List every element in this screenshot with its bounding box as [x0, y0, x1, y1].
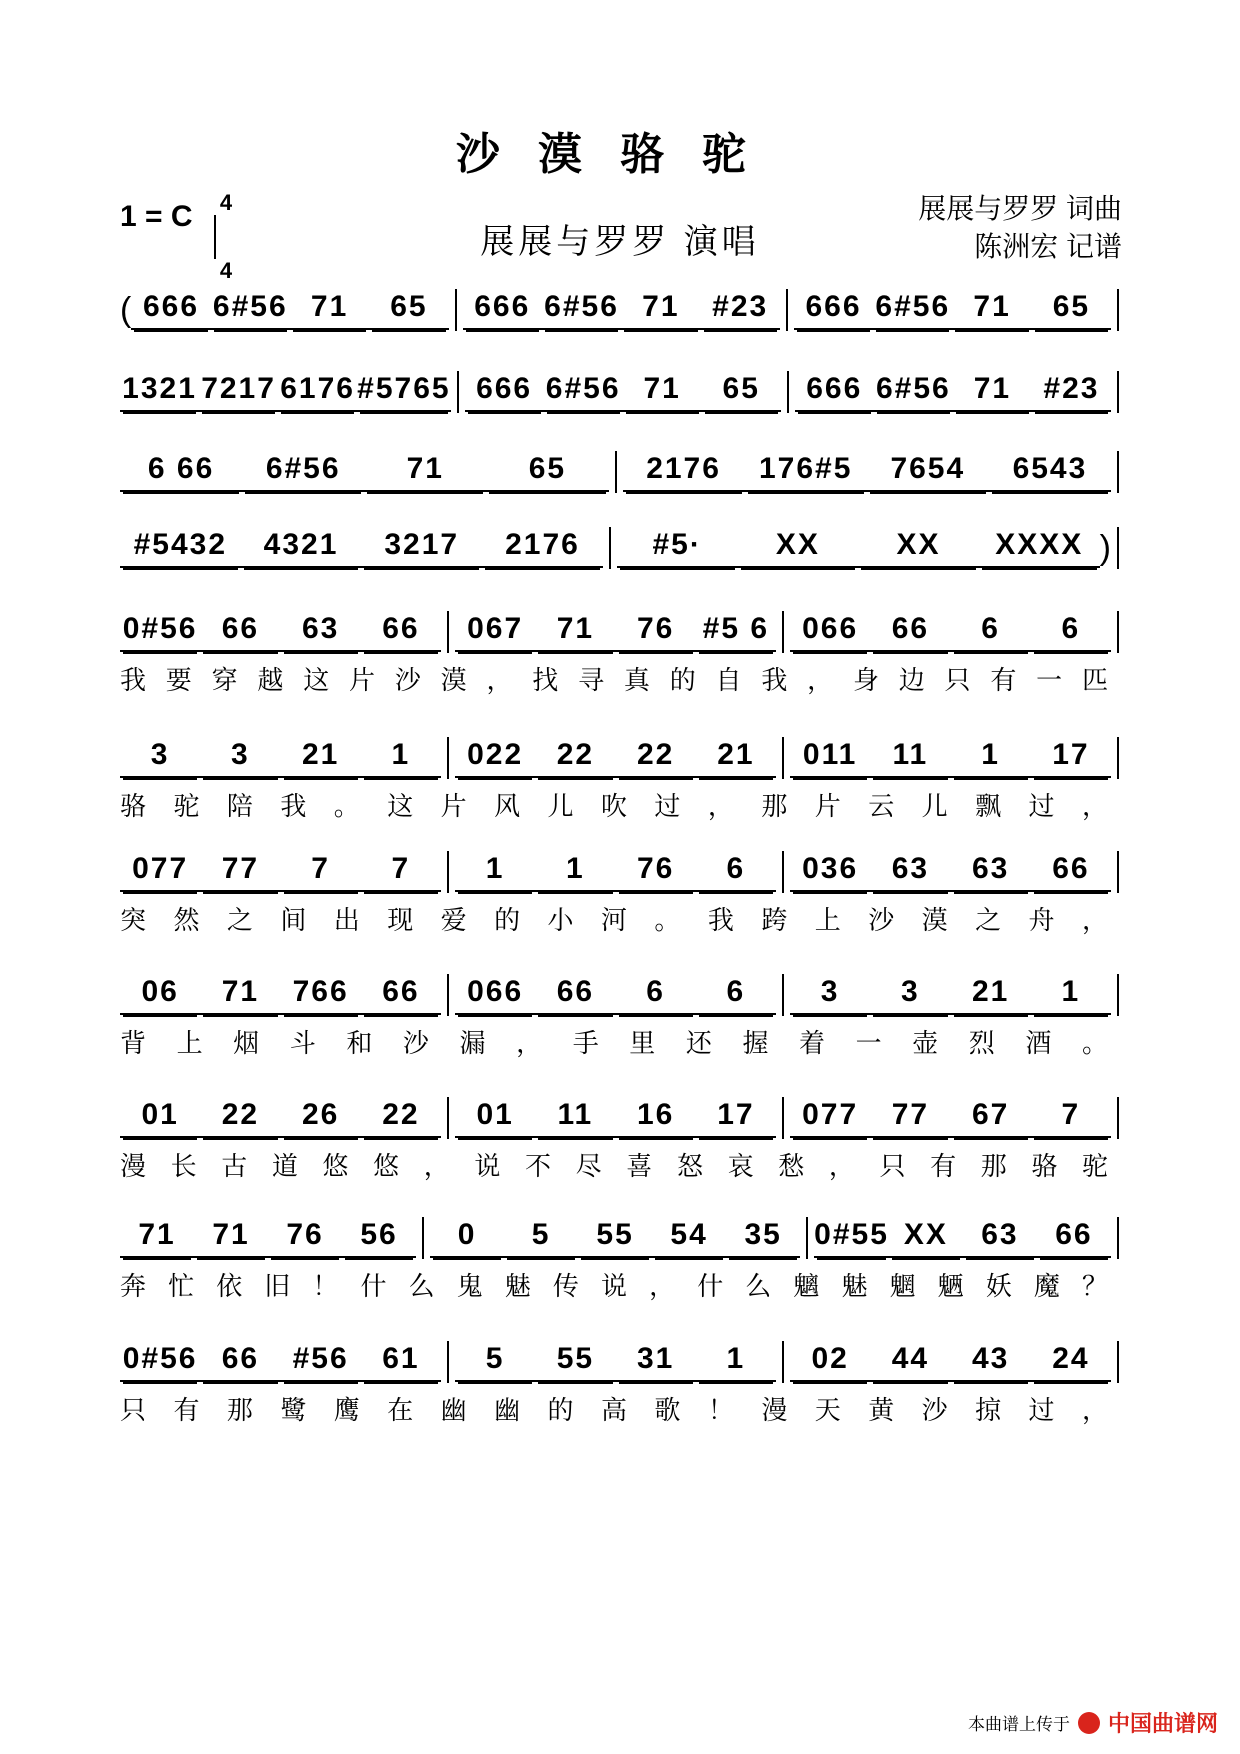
- note-group: 067: [455, 612, 535, 652]
- lyrics-row: 漫长古道悠悠，说不尽喜怒哀愁，只有那骆驼: [120, 1152, 1125, 1182]
- note-group: 66: [870, 612, 950, 652]
- note-group: 71: [952, 290, 1031, 330]
- note-group: 71: [290, 290, 369, 330]
- score-system: [120, 452, 1125, 492]
- note-group: 77: [870, 1098, 950, 1138]
- note-group: 6#56: [542, 290, 621, 330]
- note-group: 3: [870, 975, 950, 1015]
- score-system: [120, 738, 1125, 824]
- note-group: 54: [652, 1218, 726, 1258]
- bar-line: [609, 527, 611, 569]
- site-logo-icon[interactable]: [1078, 1712, 1100, 1734]
- note-group: 1: [455, 852, 535, 892]
- note-group: 6 66: [120, 452, 242, 492]
- bar-line: [1117, 1097, 1119, 1139]
- note-group: 766: [281, 975, 361, 1015]
- note-group: 6#56: [874, 372, 953, 412]
- note-group: 6#56: [242, 452, 364, 492]
- note-group: 66: [361, 612, 441, 652]
- note-group: 43: [951, 1342, 1031, 1382]
- note-group: 6: [696, 852, 776, 892]
- credits: [918, 190, 1122, 266]
- note-group: 6: [616, 975, 696, 1015]
- note-group: 65: [1032, 290, 1111, 330]
- note-group: 11: [870, 738, 950, 778]
- note-group: 666: [795, 372, 874, 412]
- note-group: 666: [465, 372, 544, 412]
- notes-row: [120, 612, 1125, 652]
- lyrics-row: 骆驼陪我。这片风儿吹过，那片云儿飘过，: [120, 792, 1125, 822]
- upload-text: 本曲谱上传于: [967, 1715, 1070, 1734]
- performer: 展展与罗罗 演唱: [480, 223, 760, 261]
- note-group: 71: [621, 290, 700, 330]
- note-group: 63: [951, 852, 1031, 892]
- note-group: 16: [616, 1098, 696, 1138]
- bar-line: [615, 451, 617, 493]
- score-system: [120, 528, 1125, 568]
- credit-transcriber: 陈洲宏 记谱: [974, 231, 1122, 262]
- notes-row: [120, 1218, 1125, 1258]
- note-group: 67: [951, 1098, 1031, 1138]
- note-group: 61: [361, 1342, 441, 1382]
- note-group: 2176: [482, 528, 603, 568]
- note-group: 7217: [199, 372, 278, 412]
- notes-row: [120, 738, 1125, 778]
- note-group: 17: [1031, 738, 1111, 778]
- note-group: 11: [535, 1098, 615, 1138]
- note-group: 666: [131, 290, 210, 330]
- note-group: 1321: [120, 372, 199, 412]
- note-group: 71: [623, 372, 702, 412]
- note-group: 6176: [278, 372, 357, 412]
- note-group: 55: [535, 1342, 615, 1382]
- note-group: 5: [504, 1218, 578, 1258]
- note-group: 63: [963, 1218, 1037, 1258]
- note-group: 6543: [989, 452, 1111, 492]
- open-paren: (: [120, 290, 132, 329]
- notes-row: [120, 975, 1125, 1015]
- note-group: #23: [1032, 372, 1111, 412]
- note-group: 0#56: [120, 1342, 200, 1382]
- note-group: 6#56: [873, 290, 952, 330]
- note-group: 066: [790, 612, 870, 652]
- note-group: 71: [535, 612, 615, 652]
- note-group: 6: [1031, 612, 1111, 652]
- note-group: 06: [120, 975, 200, 1015]
- note-group: 01: [455, 1098, 535, 1138]
- bar-line: [447, 611, 449, 653]
- note-group: 71: [953, 372, 1032, 412]
- bar-line: [1117, 611, 1119, 653]
- bar-line: [806, 1217, 808, 1259]
- lyrics-row: 我要穿越这片沙漠，找寻真的自我，身边只有一匹: [120, 666, 1125, 696]
- bar-line: [1117, 1217, 1119, 1259]
- note-group: #5765: [357, 372, 450, 412]
- bar-line: [1117, 371, 1119, 413]
- lyrics-row: 背上烟斗和沙漏，手里还握着一壶烈酒。: [120, 1029, 1125, 1059]
- note-group: 011: [790, 738, 870, 778]
- key-signature: 1 = C: [120, 200, 193, 233]
- note-group: 7: [281, 852, 361, 892]
- notes-row: [120, 1342, 1125, 1382]
- bar-line: [1117, 527, 1119, 569]
- note-group: XX: [858, 528, 979, 568]
- bar-line: [455, 289, 457, 331]
- note-group: 76: [616, 612, 696, 652]
- note-group: 1: [361, 738, 441, 778]
- note-group: 56: [342, 1218, 416, 1258]
- note-group: 4321: [241, 528, 362, 568]
- score-system: [120, 975, 1125, 1061]
- note-group: 036: [790, 852, 870, 892]
- note-group: 76: [268, 1218, 342, 1258]
- note-group: #56: [281, 1342, 361, 1382]
- note-group: 22: [616, 738, 696, 778]
- note-group: 7: [361, 852, 441, 892]
- bar-line: [1117, 851, 1119, 893]
- bar-line: [422, 1217, 424, 1259]
- notes-row: [120, 372, 1125, 412]
- note-group: 55: [578, 1218, 652, 1258]
- note-group: 1: [1031, 975, 1111, 1015]
- lyrics-row: 突然之间出现爱的小河。我跨上沙漠之舟，: [120, 906, 1125, 936]
- note-group: 65: [702, 372, 781, 412]
- note-group: 666: [794, 290, 873, 330]
- note-group: 5: [455, 1342, 535, 1382]
- site-logo-text[interactable]: 中国曲谱网: [1107, 1711, 1218, 1736]
- note-group: 66: [535, 975, 615, 1015]
- note-group: 6#56: [544, 372, 623, 412]
- note-group: 6#56: [211, 290, 290, 330]
- bar-line: [782, 611, 784, 653]
- bar-line: [786, 289, 788, 331]
- note-group: 1: [951, 738, 1031, 778]
- note-group: 066: [455, 975, 535, 1015]
- note-group: 22: [361, 1098, 441, 1138]
- bar-line: [782, 1097, 784, 1139]
- note-group: 01: [120, 1098, 200, 1138]
- score-system: [120, 852, 1125, 938]
- note-group: 26: [281, 1098, 361, 1138]
- note-group: 63: [870, 852, 950, 892]
- note-group: 17: [696, 1098, 776, 1138]
- note-group: 6: [951, 612, 1031, 652]
- bar-line: [782, 851, 784, 893]
- bar-line: [1117, 737, 1119, 779]
- note-group: 1: [535, 852, 615, 892]
- note-group: #23: [701, 290, 780, 330]
- note-group: 66: [1031, 852, 1111, 892]
- notes-row: [120, 290, 1125, 330]
- bar-line: [1117, 289, 1119, 331]
- bar-line: [782, 737, 784, 779]
- note-group: 66: [200, 612, 280, 652]
- note-group: 666: [463, 290, 542, 330]
- score-system: [120, 290, 1125, 330]
- lyrics-row: 奔忙依旧！什么鬼魅传说，什么魑魅魍魉妖魔？: [120, 1272, 1125, 1302]
- score-system: [120, 1098, 1125, 1184]
- note-group: #5432: [120, 528, 241, 568]
- note-group: 21: [951, 975, 1031, 1015]
- note-group: 0#55: [814, 1218, 889, 1258]
- bar-line: [782, 1341, 784, 1383]
- footer: [968, 1707, 1218, 1738]
- notes-row: [120, 452, 1125, 492]
- note-group: 077: [120, 852, 200, 892]
- note-group: 77: [200, 852, 280, 892]
- notes-row: [120, 528, 1125, 568]
- score-system: [120, 612, 1125, 698]
- note-group: 0: [430, 1218, 504, 1258]
- bar-line: [447, 737, 449, 779]
- note-group: 077: [790, 1098, 870, 1138]
- bar-line: [1117, 451, 1119, 493]
- note-group: 71: [120, 1218, 194, 1258]
- note-group: 66: [200, 1342, 280, 1382]
- lyrics-row: 只有那鹭鹰在幽幽的高歌！漫天黄沙掠过，: [120, 1396, 1125, 1426]
- note-group: 1: [696, 1342, 776, 1382]
- note-group: 66: [1037, 1218, 1111, 1258]
- note-group: 71: [364, 452, 486, 492]
- score-system: [120, 372, 1125, 412]
- bar-line: [447, 1097, 449, 1139]
- bar-line: [457, 371, 459, 413]
- note-group: 71: [200, 975, 280, 1015]
- note-group: XX: [738, 528, 859, 568]
- bar-line: [1117, 1341, 1119, 1383]
- bar-line: [447, 974, 449, 1016]
- note-group: 44: [870, 1342, 950, 1382]
- note-group: 63: [281, 612, 361, 652]
- bar-line: [782, 974, 784, 1016]
- note-group: 71: [194, 1218, 268, 1258]
- note-group: 3: [790, 975, 870, 1015]
- note-group: 02: [790, 1342, 870, 1382]
- score-system: [120, 1342, 1125, 1428]
- note-group: 7: [1031, 1098, 1111, 1138]
- note-group: 35: [726, 1218, 800, 1258]
- bar-line: [447, 851, 449, 893]
- notes-row: [120, 852, 1125, 892]
- close-paren: ): [1099, 528, 1111, 567]
- note-group: 21: [281, 738, 361, 778]
- time-signature-denominator: 4: [219, 258, 233, 283]
- bar-line: [787, 371, 789, 413]
- credit-words-music: 展展与罗罗 词曲: [918, 193, 1122, 224]
- note-group: 022: [455, 738, 535, 778]
- note-group: 3217: [361, 528, 482, 568]
- note-group: 31: [616, 1342, 696, 1382]
- note-group: 24: [1031, 1342, 1111, 1382]
- note-group: 66: [361, 975, 441, 1015]
- note-group: 3: [200, 738, 280, 778]
- note-group: 22: [535, 738, 615, 778]
- bar-line: [1117, 974, 1119, 1016]
- note-group: 76: [616, 852, 696, 892]
- note-group: 0#56: [120, 612, 200, 652]
- note-group: 65: [369, 290, 448, 330]
- note-group: 6: [696, 975, 776, 1015]
- note-group: XXXX: [979, 528, 1100, 568]
- note-group: 2176: [623, 452, 745, 492]
- note-group: 3: [120, 738, 200, 778]
- notes-row: [120, 1098, 1125, 1138]
- note-group: 176#5: [745, 452, 867, 492]
- note-group: XX: [889, 1218, 963, 1258]
- note-group: #5·: [617, 528, 738, 568]
- note-group: 21: [696, 738, 776, 778]
- score-system: [120, 1218, 1125, 1304]
- time-signature-numerator: 4: [219, 190, 233, 215]
- note-group: 7654: [867, 452, 989, 492]
- note-group: 22: [200, 1098, 280, 1138]
- note-group: 65: [486, 452, 608, 492]
- bar-line: [447, 1341, 449, 1383]
- song-title: 沙漠骆驼: [456, 129, 784, 180]
- note-group: #5 6: [696, 612, 776, 652]
